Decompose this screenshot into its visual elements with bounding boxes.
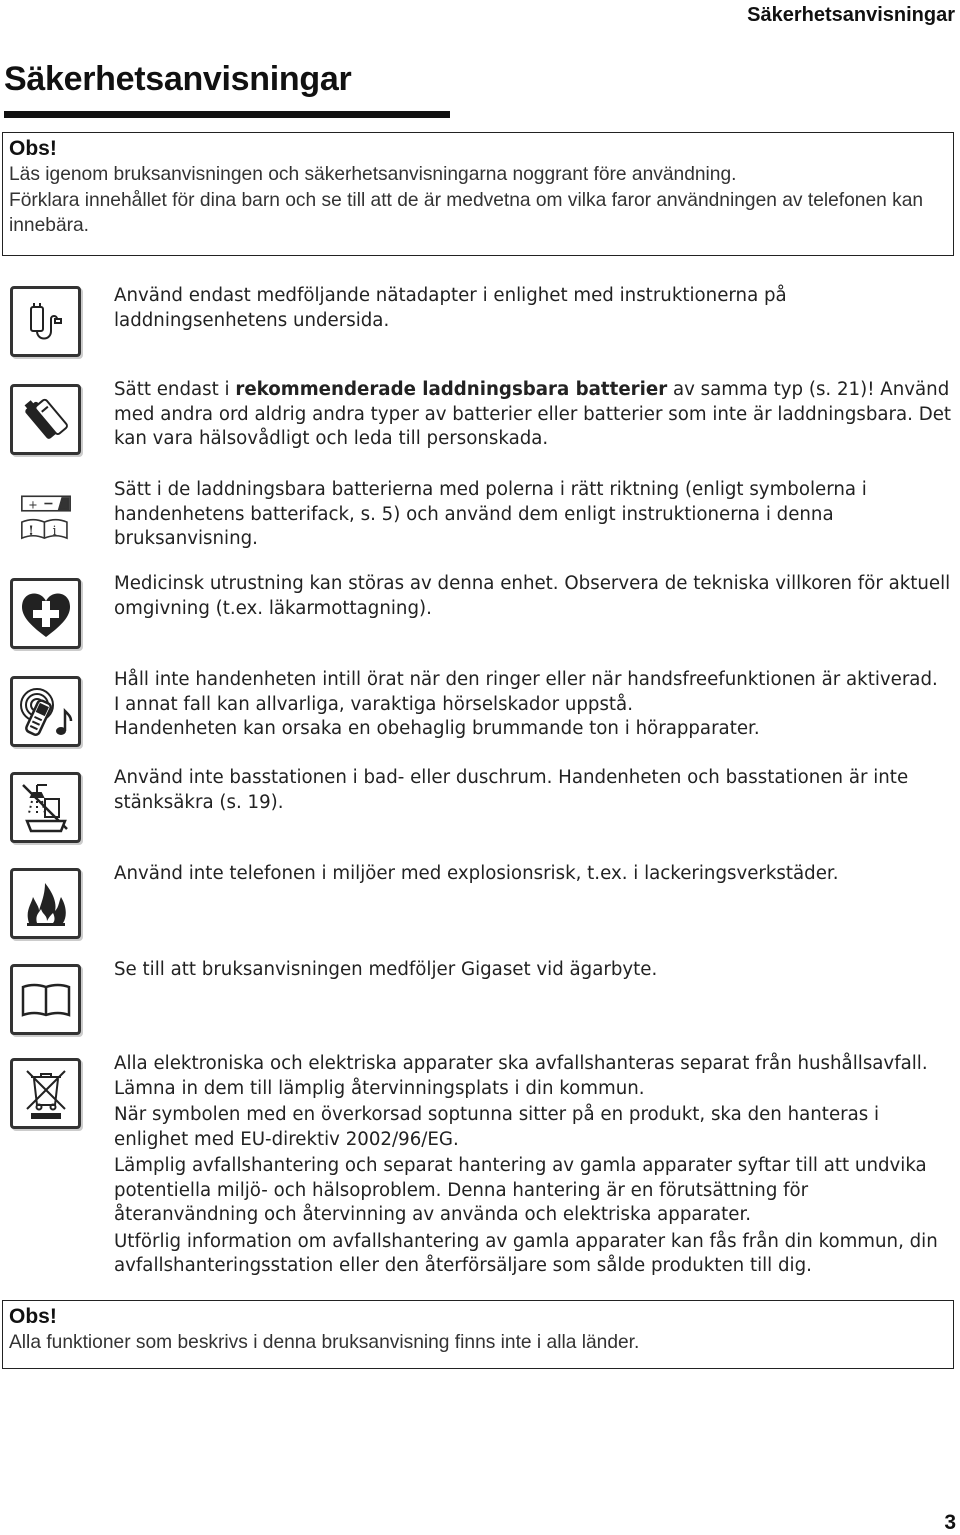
svg-text:i: i (51, 523, 57, 539)
note-box-top (2, 132, 954, 256)
safety-paragraph: Alla elektroniska och elektriska apparater ska avfallshanteras separat från hushållsavfall. Lämna in dem till lämplig återvinningsplats i din kommun. (114, 1053, 928, 1099)
title-rule (4, 111, 450, 118)
battery-polarity-info-icon (10, 478, 81, 549)
note-line-2: Förklara innehållet för dina barn och se till att de är medvetna om vilka faror användningen av telefonen kan innebära. (9, 189, 924, 236)
safety-line: I annat fall kan allvarliga, varaktiga hörselskador uppstå. (114, 693, 633, 715)
handset-ringing-icon (10, 676, 81, 747)
power-adapter-icon (10, 286, 81, 357)
safety-text: Använd endast medföljande nätadapter i enlighet med instruktionerna på laddningsenhetens undersida. (114, 285, 787, 331)
safety-text: Använd inte telefonen i miljöer med explosionsrisk, t.ex. i lackeringsverkstäder. (114, 863, 839, 884)
note-text: Alla funktioner som beskrivs i denna bruksanvisning finns inte i alla länder. (9, 1332, 640, 1353)
safety-text: Se till att bruksanvisningen medföljer Gigaset vid ägarbyte. (114, 959, 658, 980)
safety-text (114, 1052, 954, 1279)
emphasis: rekommenderade laddningsbara batterier (235, 379, 668, 400)
note-label: Obs! (9, 1305, 57, 1328)
note-label: Obs! (9, 137, 57, 160)
crossed-bin-icon (10, 1058, 81, 1129)
safety-text: Medicinsk utrustning kan störas av denna enhet. Observera de tekniska villkoren för aktuell omgivning (t.ex. läkarmottagning). (114, 573, 951, 619)
safety-paragraph: Utförlig information om avfallshantering av gamla apparater kan fås från din kommun, din avfallshanteringsstation eller den återförsäljare som sålde produkten till dig. (114, 1230, 938, 1276)
safety-text (114, 668, 954, 742)
safety-line: Handenheten kan orsaka en obehaglig brummande ton i hörapparater. (114, 718, 760, 739)
safety-paragraph: Lämplig avfallshantering och separat hantering av gamla apparater syftar till att undvika potentiella miljö- och hälsoproblem. Denna hantering är en förutsättning för återanvändning och återvinning av använda och elektriska apparater. (114, 1155, 927, 1225)
page-title: Säkerhetsanvisningar (4, 60, 352, 98)
safety-text: Sätt i de laddningsbara batterierna med polerna i rätt riktning (enligt symbolerna i handenhetens batterifack, s. 5) och använd dem enligt instruktionerna i denna bruksanvisning. (114, 479, 867, 549)
note-line-1: Läs igenom bruksanvisningen och säkerhetsanvisningarna noggrant före användning. (9, 164, 737, 185)
safety-line: Håll inte handenheten intill örat när den ringer eller när handsfreefunktionen är aktiverad. (114, 669, 938, 690)
running-header: Säkerhetsanvisningar (747, 4, 955, 26)
note-box-bottom (2, 1300, 954, 1369)
no-shower-icon (10, 772, 81, 843)
medical-heart-icon (10, 578, 81, 649)
manual-book-icon (10, 964, 81, 1035)
svg-text:+: + (27, 497, 38, 511)
safety-text: Använd inte basstationen i bad- eller duschrum. Handenheten och basstationen är inte stänksäkra (s. 19). (114, 767, 909, 813)
svg-text:!: ! (27, 523, 34, 539)
safety-text: Sätt endast i rekommenderade laddningsbara batterier av samma typ (s. 21)! Använd med andra ord aldrig andra typer av batterier eller batterier som inte är laddningsbara. Det kan vara hälsovådligt och leda till personskada. (114, 379, 952, 449)
explosion-flame-icon (10, 868, 81, 939)
battery-icon (10, 384, 81, 455)
safety-paragraph: När symbolen med en överkorsad soptunna sitter på en produkt, ska den hanteras i enlighet med EU-direktiv 2002/96/EG. (114, 1104, 880, 1150)
page-number: 3 (944, 1511, 956, 1534)
